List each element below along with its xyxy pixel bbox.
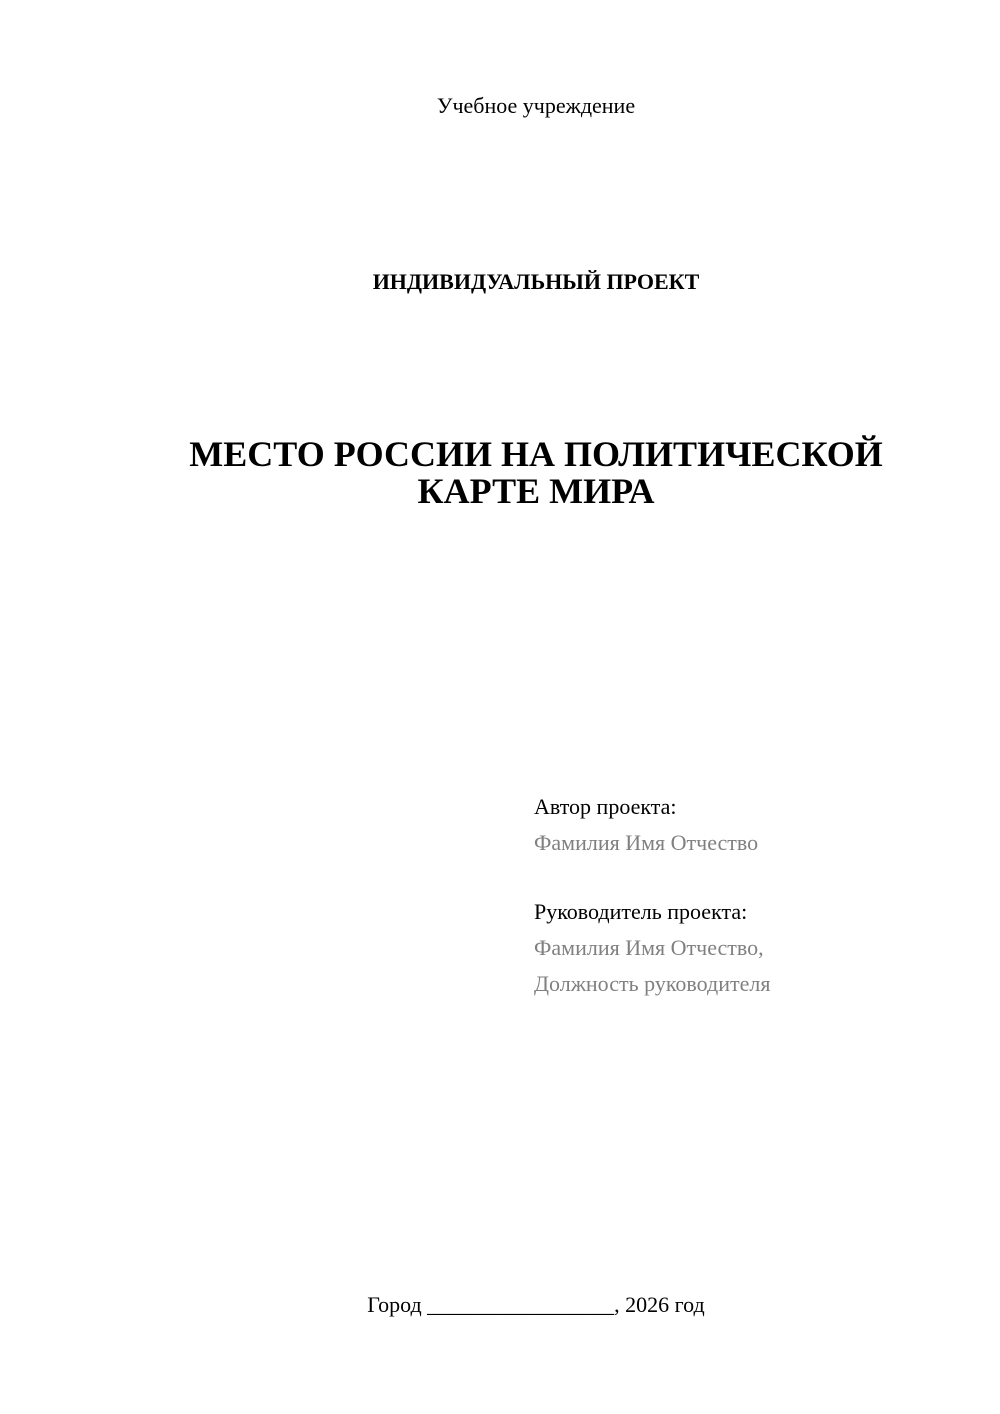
project-title-line-2: КАРТЕ МИРА	[417, 471, 655, 511]
supervisor-position: Должность руководителя	[534, 971, 771, 996]
author-label: Автор проекта:	[534, 794, 677, 819]
project-title	[0, 436, 1000, 510]
project-title-line-1: МЕСТО РОССИИ НА ПОЛИТИЧЕСКОЙ	[189, 434, 883, 474]
supervisor-name: Фамилия Имя Отчество,	[534, 935, 764, 960]
credits-spacer	[534, 861, 974, 894]
project-type-heading: ИНДИВИДУАЛЬНЫЙ ПРОЕКТ	[372, 269, 700, 294]
author-name: Фамилия Имя Отчество	[534, 830, 759, 855]
institution-name: Учебное учреждение	[436, 93, 636, 118]
city-year-line: Город _________________, 2026 год	[367, 1292, 705, 1317]
supervisor-label: Руководитель проекта:	[534, 899, 748, 924]
credits-block	[534, 789, 974, 1002]
